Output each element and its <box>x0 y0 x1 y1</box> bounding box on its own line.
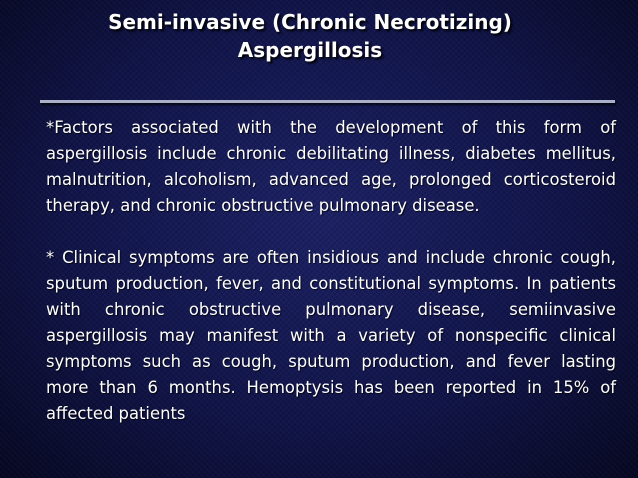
slide-title-line-1: Semi-invasive (Chronic Necrotizing) <box>108 10 512 34</box>
slide-title-line-2: Aspergillosis <box>237 38 383 62</box>
slide-body <box>46 115 616 427</box>
slide-title <box>30 8 590 64</box>
paragraph-spacer <box>46 219 616 245</box>
paragraph-risk-factors: *Factors associated with the development of this form of aspergillosis include chronic debilitating illness, diabetes mellitus, malnutrition, alcoholism, advanced age, prolonged corticosteroid therapy, and chronic obstructive pulmonary disease. <box>46 118 616 215</box>
title-divider <box>40 100 615 103</box>
paragraph-clinical-symptoms: * Clinical symptoms are often insidious and include chronic cough, sputum production, fever, and constitutional symptoms. In patients with chronic obstructive pulmonary disease, semiinvasive aspergillosis may manifest with a variety of nonspecific clinical symptoms such as cough, sputum production, and fever lasting more than 6 months. Hemoptysis has been reported in 15% of affected patients <box>46 248 616 423</box>
